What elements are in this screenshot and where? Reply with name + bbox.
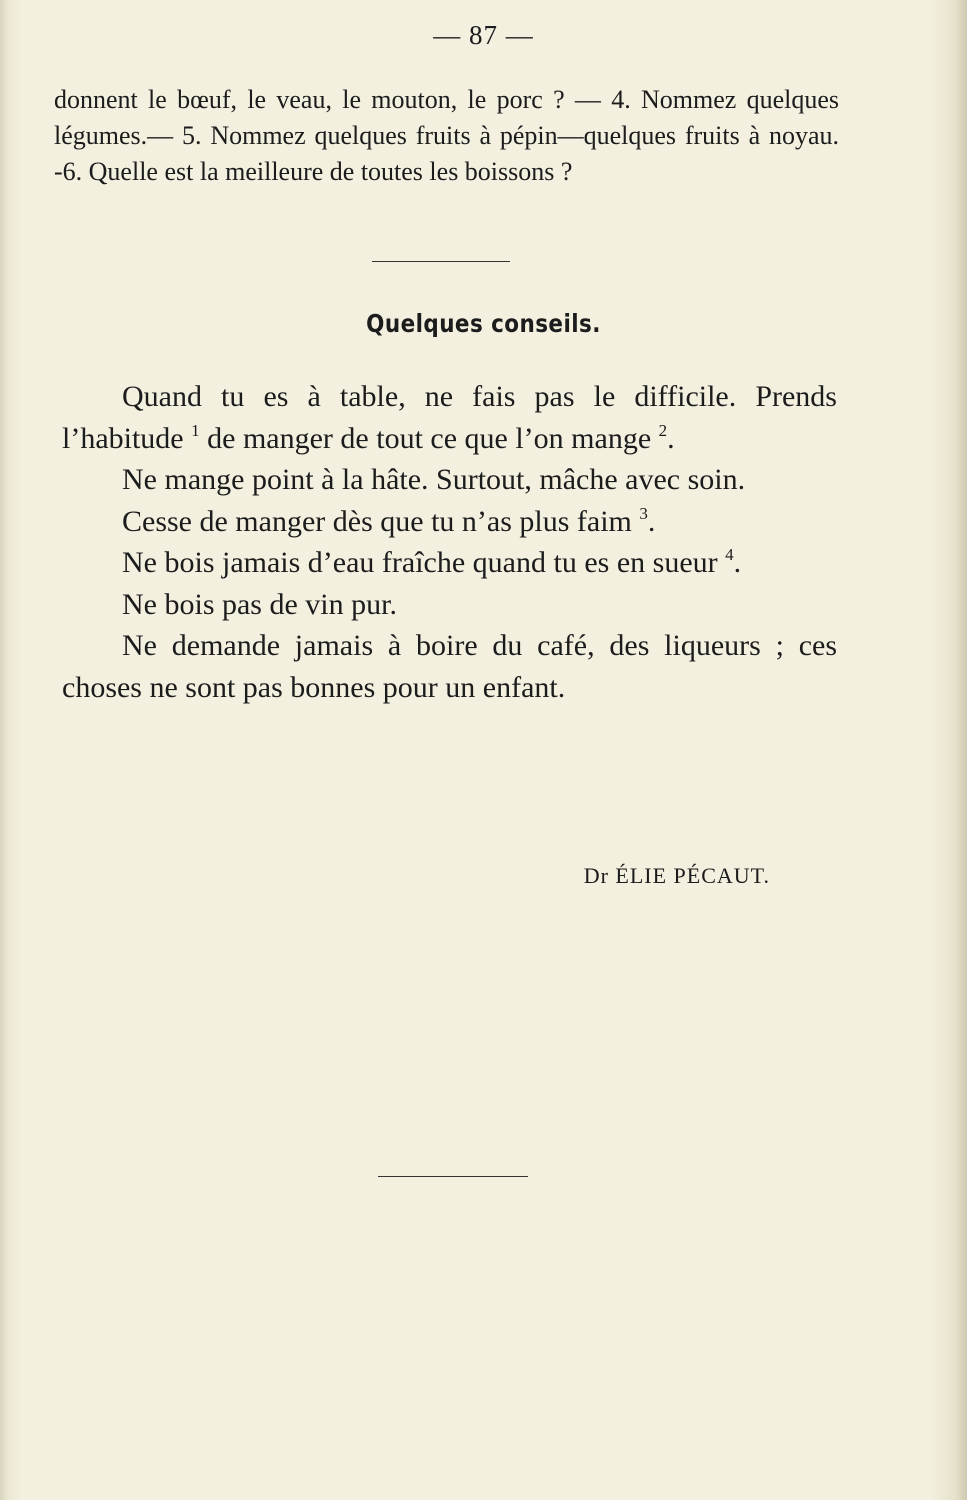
page-number: — 87 — — [433, 20, 534, 50]
footnote-ref-3: 3 — [639, 503, 648, 523]
advice-paragraph-1: Quand tu es à table, ne fais pas le difficile. Prends l’habitude $^1$ de manger de tout ce que l’on mange $^2$. — [62, 380, 837, 455]
questions-paragraph: donnent le bœuf, le veau, le mouton, le porc ? — 4. Nommez quelques légumes.— 5. Nommez quelques fruits à pépin—quelques fruits à noyau. -6. Quelle est la meilleure de toutes les boissons ? — [54, 85, 839, 186]
section-title: Quelques conseils. — [366, 309, 601, 338]
advice-paragraph-5: Ne bois pas de vin pur. — [122, 587, 397, 621]
author-signature: Dr ÉLIE PÉCAUT. — [583, 863, 770, 888]
advice-paragraph-6: Ne demande jamais à boire du café, des liqueurs ; ces choses ne sont pas bonnes pour un enfant. — [62, 629, 837, 704]
advice-paragraph-4: Ne bois jamais d’eau fraîche quand tu es en sueur $^4$. — [122, 545, 742, 579]
top-divider — [372, 261, 510, 262]
advice-paragraph-3: Cesse de manger dès que tu n’as plus faim $^3$. — [122, 503, 656, 538]
footnote-ref-2: 2 — [658, 420, 668, 440]
advice-list — [62, 376, 837, 708]
footnote-ref-4: 4 — [725, 545, 734, 564]
bottom-divider — [378, 1176, 528, 1177]
advice-paragraph-2: Ne mange point à la hâte. Surtout, mâche avec soin. — [122, 463, 746, 496]
footnote-ref-1: 1 — [191, 420, 200, 440]
